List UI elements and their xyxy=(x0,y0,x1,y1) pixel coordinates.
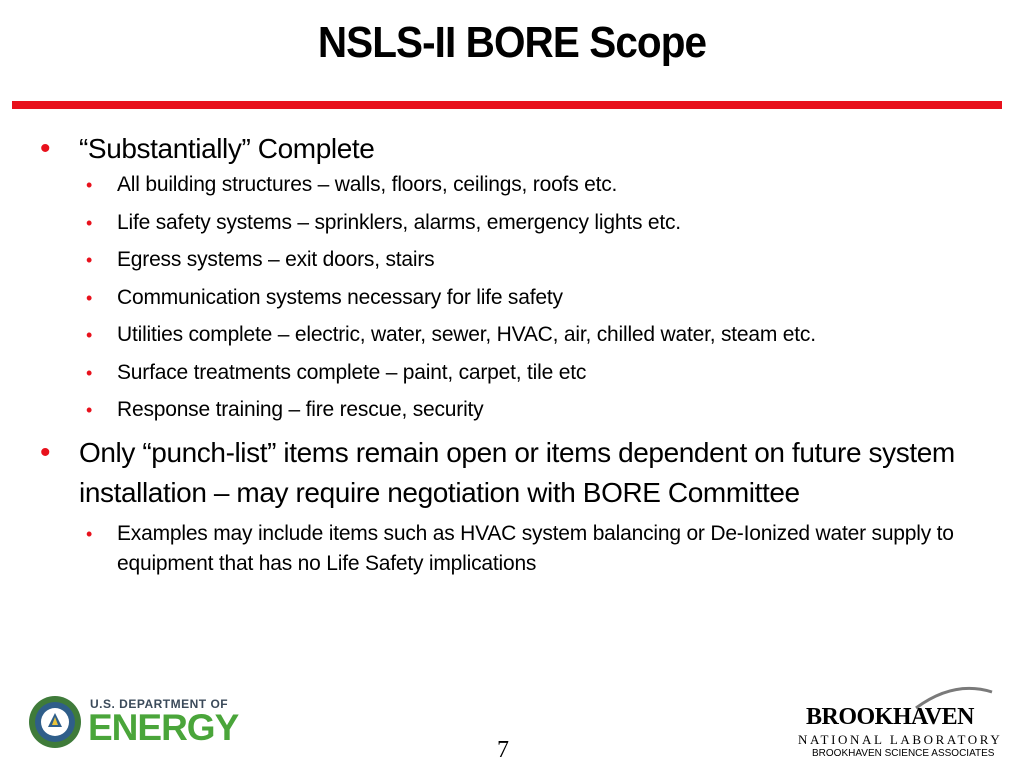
doe-department-label: U.S. DEPARTMENT OF xyxy=(90,697,229,711)
sub-bullet-text: All building structures – walls, floors, ceilings, roofs etc. xyxy=(117,173,618,196)
bullet-text: “Substantially” Complete xyxy=(79,133,375,164)
national-laboratory-label: NATIONAL LABORATORY xyxy=(798,732,1003,747)
sub-bullet-list xyxy=(40,170,1000,425)
sub-bullet-item xyxy=(40,395,1000,425)
sub-bullet-item xyxy=(40,519,1000,579)
doe-seal-icon xyxy=(28,695,82,749)
slide-title: NSLS-II BORE Scope xyxy=(317,18,707,67)
sub-bullet-item xyxy=(40,320,1000,350)
bullet-marker: • xyxy=(40,132,51,165)
sub-bullet-marker: • xyxy=(86,325,93,345)
sub-bullet-item xyxy=(40,208,1000,238)
bullet-item xyxy=(40,130,1000,168)
bullet-text: Only “punch-list” items remain open or items dependent on future system installation – may require negotiation with BORE Committee xyxy=(79,436,955,508)
sub-bullet-text: Life safety systems – sprinklers, alarms, emergency lights etc. xyxy=(117,210,681,234)
bullet-item xyxy=(40,433,1000,513)
sub-bullet-item xyxy=(40,170,1000,200)
brookhaven-logo xyxy=(794,686,1016,764)
page-number: 7 xyxy=(497,737,509,763)
sub-bullet-marker: • xyxy=(86,523,93,544)
brookhaven-name: BROOKHAVEN xyxy=(806,704,974,730)
sub-bullet-marker: • xyxy=(86,175,93,195)
sub-bullet-text: Surface treatments complete – paint, carpet, tile etc xyxy=(117,360,587,384)
sub-bullet-marker: • xyxy=(86,212,93,233)
sub-bullet-marker: • xyxy=(86,250,93,270)
sub-bullet-text: Communication systems necessary for life safety xyxy=(117,285,563,309)
sub-bullet-text: Examples may include items such as HVAC system balancing or De-Ionized water supply to equipment that has no Life Safety implications xyxy=(117,521,954,575)
bullet-list xyxy=(40,130,1000,586)
science-associates-label: BROOKHAVEN SCIENCE ASSOCIATES xyxy=(812,748,995,759)
sub-bullet-item xyxy=(40,358,1000,388)
bullet-marker: • xyxy=(40,435,51,469)
sub-bullet-item xyxy=(40,283,1000,313)
sub-bullet-text: Response training – fire rescue, security xyxy=(117,398,484,421)
sub-bullet-item xyxy=(40,245,1000,275)
sub-bullet-marker: • xyxy=(86,287,93,308)
sub-bullet-marker: • xyxy=(86,400,93,420)
title-divider xyxy=(12,101,1002,109)
sub-bullet-marker: • xyxy=(86,362,93,383)
doe-energy-label: ENERGY xyxy=(88,707,239,748)
sub-bullet-text: Egress systems – exit doors, stairs xyxy=(117,248,435,271)
sub-bullet-text: Utilities complete – electric, water, sewer, HVAC, air, chilled water, steam etc. xyxy=(117,323,816,346)
doe-logo xyxy=(28,695,238,755)
sub-bullet-list xyxy=(40,519,1000,579)
